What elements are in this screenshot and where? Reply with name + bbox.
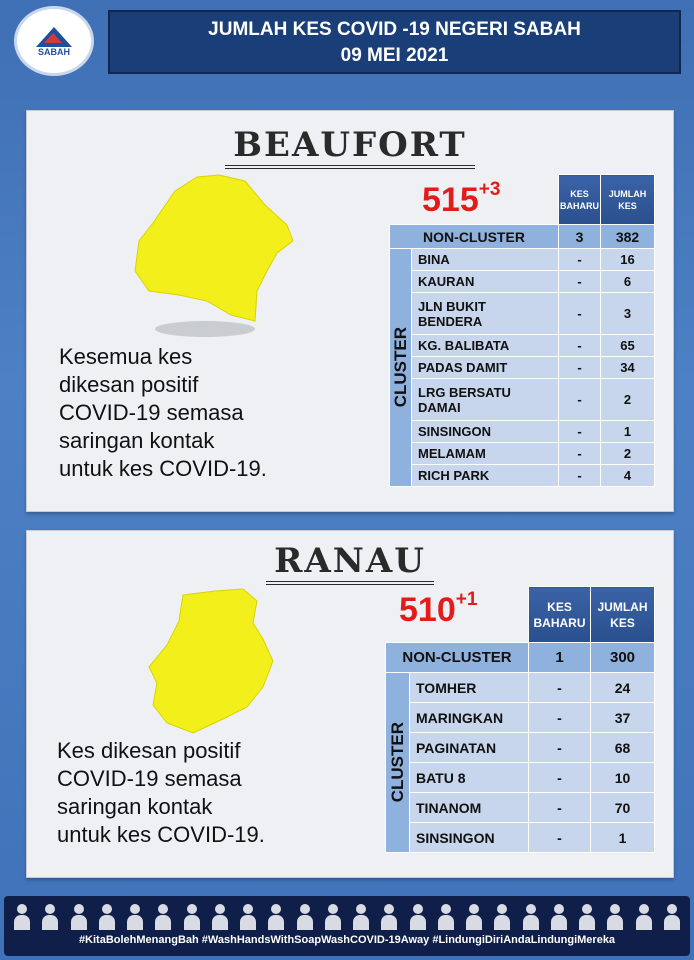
district-title: RANAU [27,541,673,581]
sabah-logo [14,6,94,76]
header-jumlah-kes: JUMLAH KES [591,587,655,643]
frontliner-figure-icon [353,904,369,930]
non-cluster-baharu: 1 [529,643,591,673]
frontliner-figure-icon [127,904,143,930]
frontliner-figure-icon [381,904,397,930]
page-title: JUMLAH KES COVID -19 NEGERI SABAH [208,19,581,40]
district-panel-ranau [26,530,674,878]
header-kes-baharu: KES BAHARU [559,175,601,225]
sabah-mountain-logo-icon [32,25,76,47]
frontliner-figure-icon [466,904,482,930]
non-cluster-jumlah: 300 [591,643,655,673]
frontliner-figure-icon [325,904,341,930]
beaufort-case-table [389,174,655,487]
non-cluster-jumlah: 382 [601,225,655,249]
frontliner-figures [14,900,680,930]
frontliner-figure-icon [155,904,171,930]
logo-text: SABAH [37,47,70,57]
non-cluster-baharu: 3 [559,225,601,249]
header-jumlah-kes: JUMLAH KES [601,175,655,225]
beaufort-total-count: $515^{+3}$ [422,179,501,219]
frontliner-figure-icon [410,904,426,930]
table-row: CLUSTER TOMHER - 24 [386,673,655,703]
frontliner-figure-icon [71,904,87,930]
ranau-case-table [385,586,655,853]
footer-hashtags: #KitaBolehMenangBah #WashHandsWithSoapWashCOVID-19Away #LindungiDiriAndaLindungiMereka [78,934,616,946]
beaufort-description: Kesemua kes dikesan positif COVID-19 semasa saringan kontak untuk kes COVID-19. [59,344,267,481]
frontliner-figure-icon [184,904,200,930]
table-row: SINSINGON - 1 [386,823,655,853]
page-header [108,10,681,74]
ranau-total-count: $510^{+1}$ [399,589,478,629]
ranau-map [145,587,285,737]
table-row: PAGINATAN - 68 [386,733,655,763]
table-row: TINANOM - 70 [386,793,655,823]
table-row: JLN BUKIT BENDERA - 3 [390,293,655,335]
non-cluster-label: NON-CLUSTER [390,225,559,249]
footer-banner [4,896,690,956]
table-row: MELAMAM - 2 [390,443,655,465]
non-cluster-label: NON-CLUSTER [386,643,529,673]
table-row: BATU 8 - 10 [386,763,655,793]
frontliner-figure-icon [636,904,652,930]
district-panel-beaufort [26,110,674,512]
frontliner-figure-icon [607,904,623,930]
table-row: CLUSTER BINA - 16 [390,249,655,271]
frontliner-figure-icon [14,904,30,930]
page-date: 09 MEI 2021 [340,45,449,66]
cluster-side-label: CLUSTER [390,249,412,487]
frontliner-figure-icon [42,904,58,930]
frontliner-figure-icon [268,904,284,930]
table-row: KG. BALIBATA - 65 [390,335,655,357]
frontliner-figure-icon [99,904,115,930]
frontliner-figure-icon [438,904,454,930]
table-row [390,225,655,249]
frontliner-figure-icon [579,904,595,930]
frontliner-figure-icon [664,904,680,930]
frontliner-figure-icon [523,904,539,930]
frontliner-figure-icon [240,904,256,930]
frontliner-figure-icon [494,904,510,930]
district-title: BEAUFORT [27,125,673,165]
table-row: RICH PARK - 4 [390,465,655,487]
header-kes-baharu: KES BAHARU [529,587,591,643]
cluster-side-label: CLUSTER [386,673,410,853]
table-row: SINSINGON - 1 [390,421,655,443]
table-row: MARINGKAN - 37 [386,703,655,733]
beaufort-map [127,171,327,341]
table-row: LRG BERSATU DAMAI - 2 [390,379,655,421]
frontliner-figure-icon [551,904,567,930]
frontliner-figure-icon [297,904,313,930]
frontliner-figure-icon [212,904,228,930]
table-row: KAURAN - 6 [390,271,655,293]
table-row [386,643,655,673]
ranau-description: Kes dikesan positif COVID-19 semasa saringan kontak untuk kes COVID-19. [57,738,265,847]
table-row: PADAS DAMIT - 34 [390,357,655,379]
